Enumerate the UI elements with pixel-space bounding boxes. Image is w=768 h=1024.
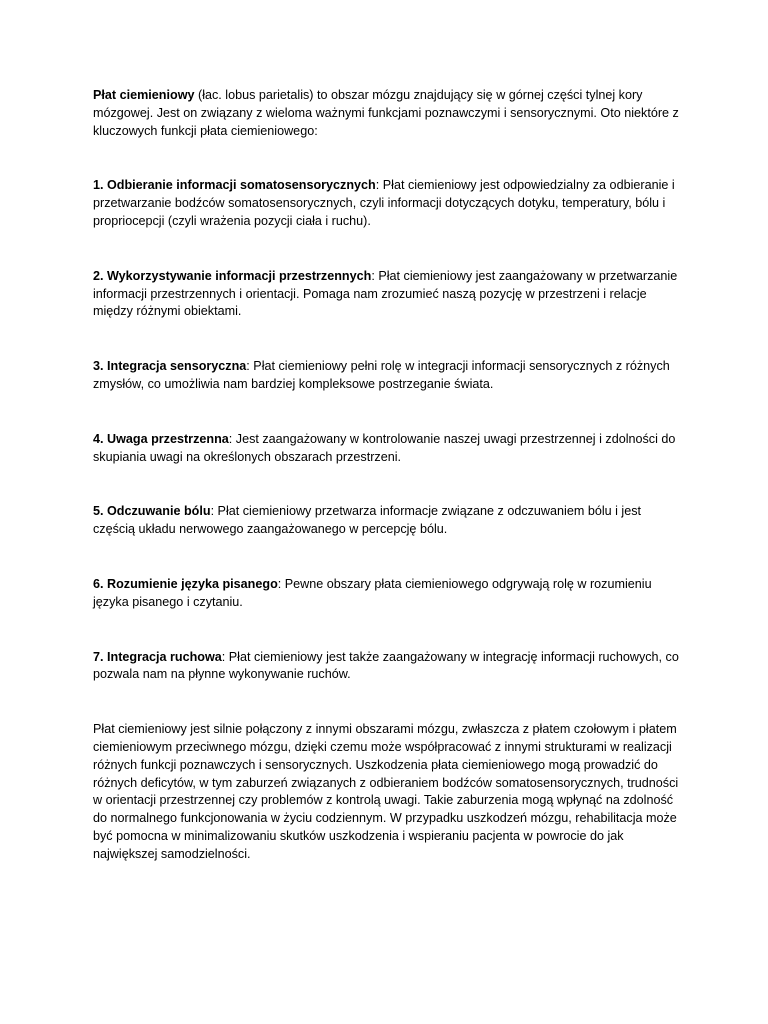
- function-item-2: [93, 268, 683, 321]
- function-term: 1. Odbieranie informacji somatosensorycznych: [93, 178, 376, 193]
- closing-paragraph: Płat ciemieniowy jest silnie połączony z innymi obszarami mózgu, zwłaszcza z płatem czołowym i płatem ciemieniowym przeciwnego mózgu, dzięki czemu może współpracować z innymi strukturami w realizacji różnych funkcji poznawczych i sensorycznych. Uszkodzenia płata ciemieniowego mogą prowadzić do różnych deficytów, w tym zaburzeń związanych z odbieraniem bodźców somatosensorycznych, trudności w orientacji przestrzennej czy problemów z kontrolą uwagi. Takie zaburzenia mogą wpłynąć na zdolność do normalnego funkcjonowania w życiu codziennym. W przypadku uszkodzeń mózgu, rehabilitacja może być pomocna w minimalizowaniu skutków uszkodzenia i wspieraniu pacjenta w powrocie do jak największej samodzielności.: [93, 722, 679, 861]
- intro-paragraph: [93, 87, 683, 140]
- function-description: : Pewne obszary płata ciemieniowego odgrywają rolę w rozumieniu języka pisanego i czytaniu.: [93, 576, 652, 609]
- function-item-7: [93, 649, 683, 685]
- function-term: 3. Integracja sensoryczna: [93, 359, 247, 374]
- function-description: : Płat ciemieniowy jest zaangażowany w przetwarzanie informacji przestrzennych i orientacji. Pomaga nam zrozumieć naszą pozycję w przestrzeni i relacje między różnymi obiektami.: [93, 268, 678, 319]
- function-description: : Płat ciemieniowy jest także zaangażowany w integrację informacji ruchowych, co pozwala nam na płynne wykonywanie ruchów.: [93, 649, 679, 682]
- function-description: : Jest zaangażowany w kontrolowanie naszej uwagi przestrzennej i zdolności do skupiania uwagi na określonych obszarach przestrzeni.: [93, 431, 676, 464]
- document-page: [93, 87, 683, 864]
- intro-term: Płat ciemieniowy: [93, 88, 195, 102]
- function-term: 6. Rozumienie języka pisanego: [93, 576, 278, 591]
- function-item-5: [93, 503, 683, 539]
- function-item-3: [93, 358, 683, 394]
- function-description: : Płat ciemieniowy jest odpowiedzialny za odbieranie i przetwarzanie bodźców somatosensorycznych, czyli informacji dotyczących dotyku, temperatury, bólu i propriocepcji (czyli wrażenia pozycji ciała i ruchu).: [93, 178, 675, 228]
- function-item-6: [93, 576, 683, 612]
- function-term: 2. Wykorzystywanie informacji przestrzennych: [93, 268, 372, 283]
- function-term: 7. Integracja ruchowa: [93, 649, 222, 664]
- function-term: 5. Odczuwanie bólu: [93, 504, 211, 519]
- function-description: : Płat ciemieniowy przetwarza informacje związane z odczuwaniem bólu i jest częścią układu nerwowego zaangażowanego w percepcję bólu.: [93, 504, 642, 537]
- function-term: 4. Uwaga przestrzenna: [93, 431, 229, 446]
- function-description: : Płat ciemieniowy pełni rolę w integracji informacji sensorycznych z różnych zmysłów, co umożliwia nam bardziej kompleksowe postrzeganie świata.: [93, 359, 670, 391]
- intro-text: (łac. lobus parietalis) to obszar mózgu znajdujący się w górnej części tylnej kory mózgowej. Jest on związany z wieloma ważnymi funkcjami poznawczymi i sensorycznymi. Oto niektóre z kluczowych funkcji płata ciemieniowego:: [93, 88, 679, 138]
- function-item-4: [93, 431, 683, 467]
- function-item-1: [93, 177, 683, 230]
